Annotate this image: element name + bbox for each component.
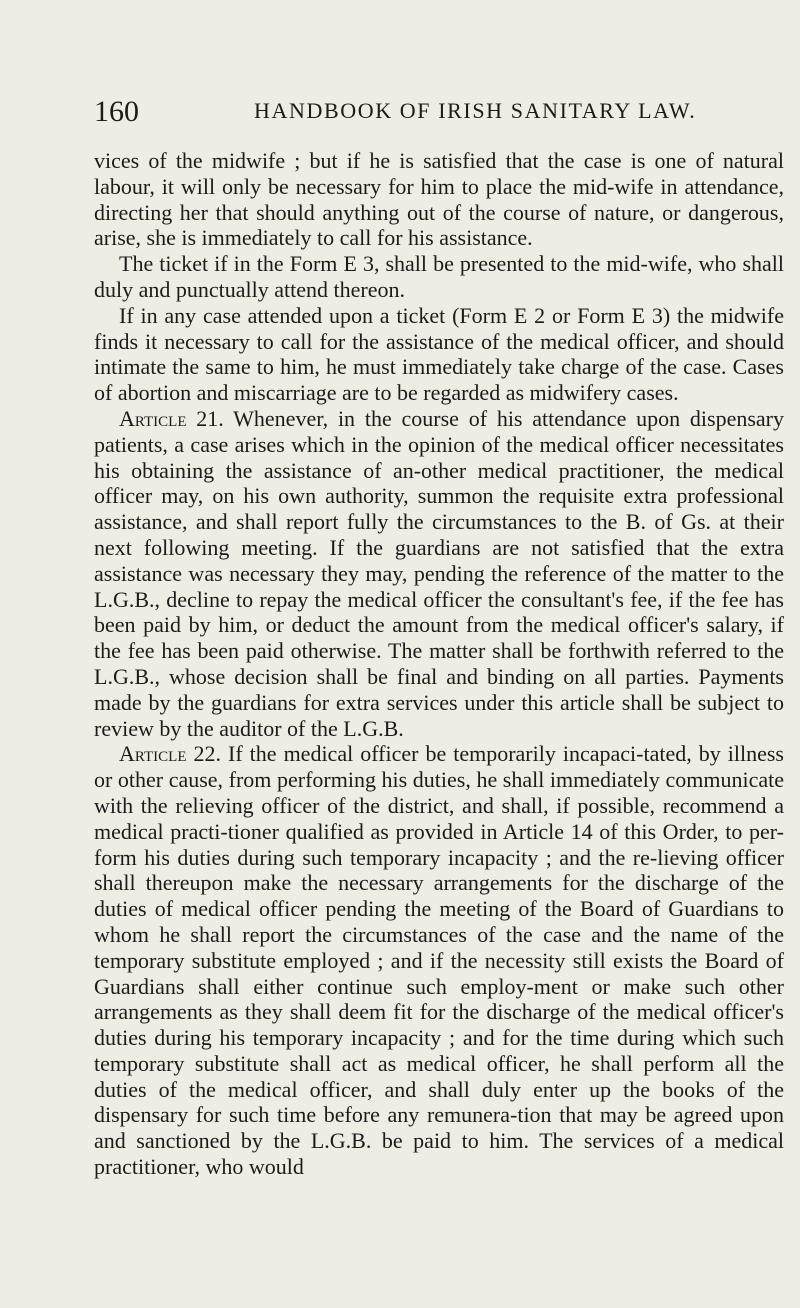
paragraph-text: If in any case attended upon a ticket (Form E 2 or Form E 3) the midwife finds it necessary to call for the assistance of the medical officer, and should intimate the same to him, he must immediately take charge of the case. Cases of abortion and miscarriage are to be regarded as midwifery cases.	[94, 302, 784, 406]
page-header	[94, 95, 784, 127]
paragraph-article-22	[94, 741, 784, 1180]
paragraph-text: The ticket if in the Form E 3, shall be presented to the mid-wife, who shall duly and punctually attend thereon.	[94, 251, 784, 302]
paragraph-text: If the medical officer be temporarily incapaci-tated, by illness or other cause, from performing his duties, he shall immediately communicate with the relieving officer of the district, and shall, if possible, recommend a medical practi-tioner qualified as provided in Article 14 of this Order, to per-form his duties during such temporary incapacity ; and the re-lieving officer shall thereupon make the necessary arrangements for the discharge of the duties of medical officer pending the meeting of the Board of Guardians to whom he shall report the circumstances of the case and the name of the temporary substitute employed ; and if the necessity still exists the Board of Guardians shall either continue such employ-ment or make such other arrangements as they shall deem fit for the discharge of the medical officer's duties during his temporary incapacity ; and for the time during which such temporary substitute shall act as medical officer, he shall perform all the duties of the medical officer, and shall duly enter up the books of the dispensary for such time before any remunera-tion that may be agreed upon and sanctioned by the L.G.B. be paid to him. The services of a medical practitioner, who would	[94, 741, 784, 1180]
article-heading: Article 21.	[119, 405, 224, 431]
paragraph-text: Whenever, in the course of his attendance upon dispensary patients, a case arises which in the opinion of the medical officer necessitates his obtaining the assistance of an-other medical practitioner, the medical officer may, on his own authority, summon the requisite extra professional assistance, and shall report fully the circumstances to the B. of Gs. at their next following meeting. If the guardians are not satisfied that the extra assistance was necessary they may, pending the reference of the matter to the L.G.B., decline to repay the medical officer the consultant's fee, if the fee has been paid by him, or deduct the amount from the medical officer's salary, if the fee has been paid otherwise. The matter shall be forthwith referred to the L.G.B., whose decision shall be final and binding on all parties. Payments made by the guardians for extra services under this article shall be subject to review by the auditor of the L.G.B.	[94, 405, 784, 741]
paragraph-text: vices of the midwife ; but if he is satisfied that the case is one of natural labour, it will only be necessary for him to place the mid-wife in attendance, directing her that should anything out of the course of nature, or dangerous, arise, she is immediately to call for his assistance.	[94, 148, 784, 251]
paragraph-midwife-assistance	[94, 303, 784, 406]
paragraph-article-21	[94, 406, 784, 741]
body-text	[94, 148, 784, 1180]
page-number: 160	[94, 95, 139, 128]
article-heading: Article 22.	[119, 741, 221, 767]
paragraph-ticket-form-e3	[94, 251, 784, 303]
paragraph-midwife-continuation	[94, 148, 784, 251]
running-head: HANDBOOK OF IRISH SANITARY LAW.	[254, 98, 697, 123]
